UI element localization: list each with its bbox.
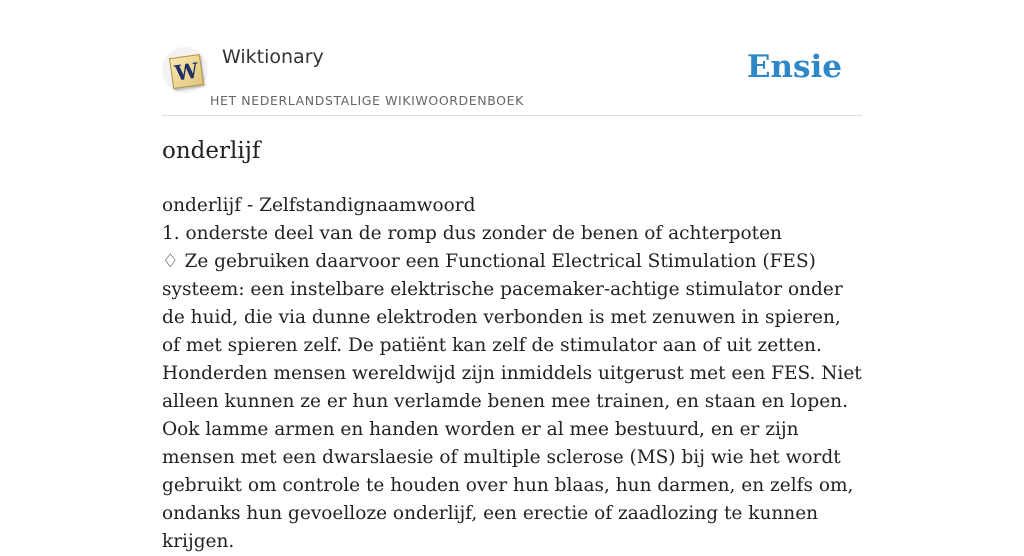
part-of-speech-line: onderlijf - Zelfstandignaamwoord (162, 195, 476, 216)
site-tagline: HET NEDERLANDSTALIGE WIKIWOORDENBOEK (210, 93, 524, 108)
entry-body (162, 192, 862, 556)
site-name[interactable]: Wiktionary (222, 46, 324, 68)
site-header (162, 0, 862, 116)
logo-letter: W (173, 57, 200, 86)
page-title: onderlijf (162, 138, 261, 164)
example-sentence: ♢ Ze gebruiken daarvoor een Functional Electrical Stimulation (FES) systeem: een instelbare elektrische pacemaker-achtige stimulator onder de huid, die via dunne elektroden verbonden is met zenuwen in spieren, of met spieren zelf. De patiënt kan zelf de stimulator aan of uit zetten. Honderden mensen wereldwijd zijn inmiddels uitgerust met een FES. Niet alleen kunnen ze er hun verlamde benen mee trainen, en staan en lopen. Ook lamme armen en handen worden er al mee bestuurd, en er zijn mensen met een dwarslaesie of multiple sclerose (MS) bij wie het wordt gebruikt om controle te houden over hun blaas, hun darmen, en zelfs om, ondanks hun gevoelloze onderlijf, een erectie of zaadlozing te kunnen krijgen. (162, 251, 862, 552)
wiktionary-logo[interactable] (162, 47, 208, 93)
logo-tile-icon (169, 54, 204, 89)
definition: 1. onderste deel van de romp dus zonder de benen of achterpoten (162, 223, 782, 244)
ensie-brand-logo[interactable]: Ensie (746, 49, 842, 85)
